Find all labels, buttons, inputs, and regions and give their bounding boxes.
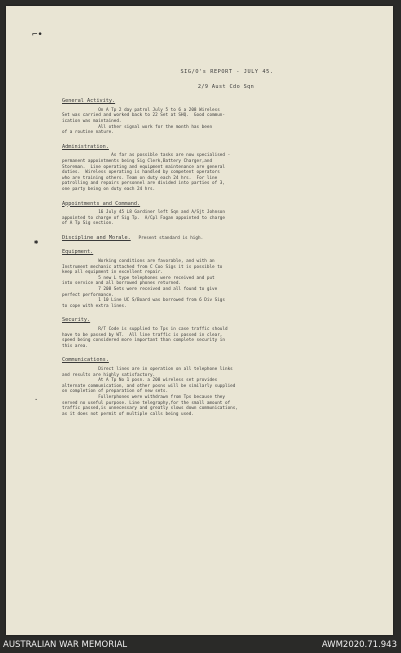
footer-institution: AUSTRALIAN WAR MEMORIAL [3,640,128,650]
punch-mark: · [34,396,39,404]
section-text: As far as possible tasks are now specialised - permanent appointments being Sig Clerk,Battery Charger,and Storeman. Line operating and equipment maintenance are general duties. Wireless operating is handled by competent operators who are training others. Team on duty each 24 hrs. For line patrolling and repairs personnel are divided into parties of 3, one party being on duty each 24 hrs. [62,153,231,192]
section-text: Working conditions are favorable, and with an Instrument mechanic attached from C Coo Sigs it is possible to keep all equipment in excellent repair. 5 new L type telephones were received and put into service and all borrowed phones returned. 7 208 Sets were received and all found to give perfect performance. 1 10 Line UC S/Board was borrowed from 6 Div Sigs to cope with extra lines. [62,259,225,309]
section-heading: Security. [62,317,91,324]
section-communications [62,358,372,417]
section-security [62,318,372,349]
section-heading: Administration. [62,143,109,150]
section-heading: General Activity. [62,98,116,105]
section-heading: Communications. [62,357,109,364]
section-text: Direct lines are in operation on all telephone links and results are highly satisfactory. At A Tp No 1 posn. a 208 wireless set provides alternate communication, and other posns will be similarly supplied on completion of preparation of new sets. Fullerphones were withdrawn from Tps because they served no useful purpose. Line telegraphy,for the small amount of traffic passed,is unnecessary and greatly slows down communications, as it does not permit of multiple calls being used. [62,366,238,417]
section-text: R/T Code is supplied to Tps in case traffic should have to be passed by WT. All line traffic is passed in clear, speed being considered more important than complete security in this area. [62,327,228,349]
section-heading: Appointments and Command. [62,200,141,207]
section-equipment [62,250,372,309]
report-subtitle: 2/9 Aust Cdo Sqn [197,83,255,90]
section-heading: Discipline and Morale. [62,234,131,241]
archive-footer [0,637,401,653]
section-appointments [62,202,372,227]
section-text: 16 July 45 L8 Gardiner left Sqn and A/Sjt Johnson appointed to charge of Sig Tp. A/Cpl Fagan appointed to charge of A Tp Sig section. [62,210,225,227]
punch-mark: ✱ [34,238,39,246]
section-heading: Equipment. [62,249,94,256]
document-page [6,6,393,635]
section-administration [62,145,372,193]
report-title: SIG/O's REPORT - JULY 45. [180,69,274,75]
section-discipline [62,236,372,242]
report-body [62,70,372,417]
section-general-activity [62,99,372,136]
section-text: On A Tp 2 day patrol July 5 to 6 a 208 Wireless Set was carried and worked back to 22 Set at SHQ. Good commun- ication was maintained. All other signal work for the month has been of a routine nature. [62,107,225,136]
pen-mark: ⌐• [32,30,43,40]
section-text: Present standard is high. [130,235,204,241]
footer-accession-number: AWM2020.71.943 [321,640,397,650]
